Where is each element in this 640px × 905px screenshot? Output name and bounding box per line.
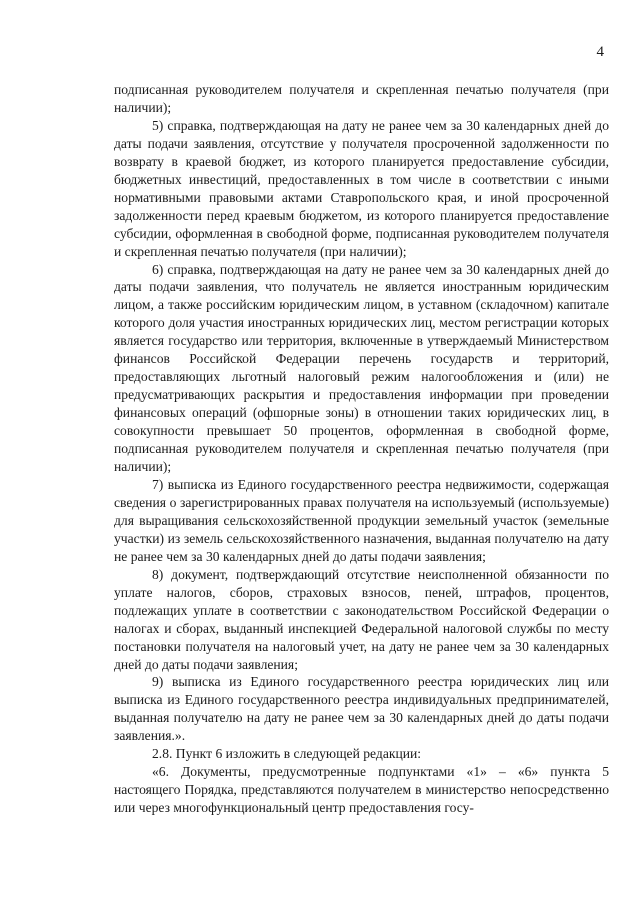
paragraph-continuation: подписанная руководителем получателя и скрепленная печатью получателя (при наличии); xyxy=(114,82,609,115)
page-number: 4 xyxy=(596,44,604,60)
paragraph-section-2-8: 2.8. Пункт 6 изложить в следующей редакции: xyxy=(152,746,422,762)
paragraph-item-9: 9) выписка из Единого государственного реестра юридических лиц или выписка из Единого государственного реестра индивидуальных предпринимателей, выданная получателю на дату не ранее чем за 30 календарных дней до даты подачи заявления.». xyxy=(114,674,609,744)
paragraph-item-8: 8) документ, подтверждающий отсутствие неисполненной обязанности по уплате налогов, сборов, страховых взносов, пеней, штрафов, процентов, подлежащих уплате в соответствии с законодательством Российской Федерации о налогах и сборах, выданный инспекцией Федеральной налоговой службы по месту постановки получателя на налоговый учет, на дату не ранее чем за 30 календарных дней до даты подачи заявления; xyxy=(114,566,609,672)
paragraph-item-5: 5) справка, подтверждающая на дату не ранее чем за 30 календарных дней до даты подачи заявления, отсутствие у получателя просроченной задолженности по возврату в краевой бюджет, из которого планируется предоставление субсидии, бюджетных инвестиций, предоставленных в том числе в соответствии с иными нормативными правовыми актами Ставропольского края, и иной просроченной задолженности перед краевым бюджетом, из которого планируется предоставление субсидии, оформленная в свободной форме, подписанная руководителем получателя и скрепленная печатью получателя (при наличии); xyxy=(114,117,609,259)
paragraph-item-6: 6) справка, подтверждающая на дату не ранее чем за 30 календарных дней до даты подачи заявления, что получатель не является иностранным юридическим лицом, а также российским юридическим лицом, в уставном (складочном) капитале которого доля участия иностранных юридических лиц, местом регистрации которых является государство или территория, включенные в утверждаемый Министерством финансов Российской Федерации перечень государств и территорий, предоставляющих льготный налоговый режим налогообложения и (или) не предусматривающих раскрытия и предоставления информации при проведении финансовых операций (офшорные зоны) в отношении таких юридических лиц, в совокупности превышает 50 процентов, оформленная в свободной форме, подписанная руководителем получателя и скрепленная печатью получателя (при наличии); xyxy=(114,261,609,475)
document-body xyxy=(114,81,609,817)
paragraph-item-7: 7) выписка из Единого государственного реестра недвижимости, содержащая сведения о зарегистрированных правах получателя на используемый (используемые) для выращивания сельскохозяйственной продукции земельный участок (земельные участки) из земель сельскохозяйственного назначения, выданная получателю на дату не ранее чем за 30 календарных дней до даты подачи заявления; xyxy=(114,476,609,564)
paragraph-point-6: «6. Документы, предусмотренные подпунктами «1» – «6» пункта 5 настоящего Порядка, представляются получателем в министерство непосредственно или через многофункциональный центр предоставления госу- xyxy=(114,764,609,816)
